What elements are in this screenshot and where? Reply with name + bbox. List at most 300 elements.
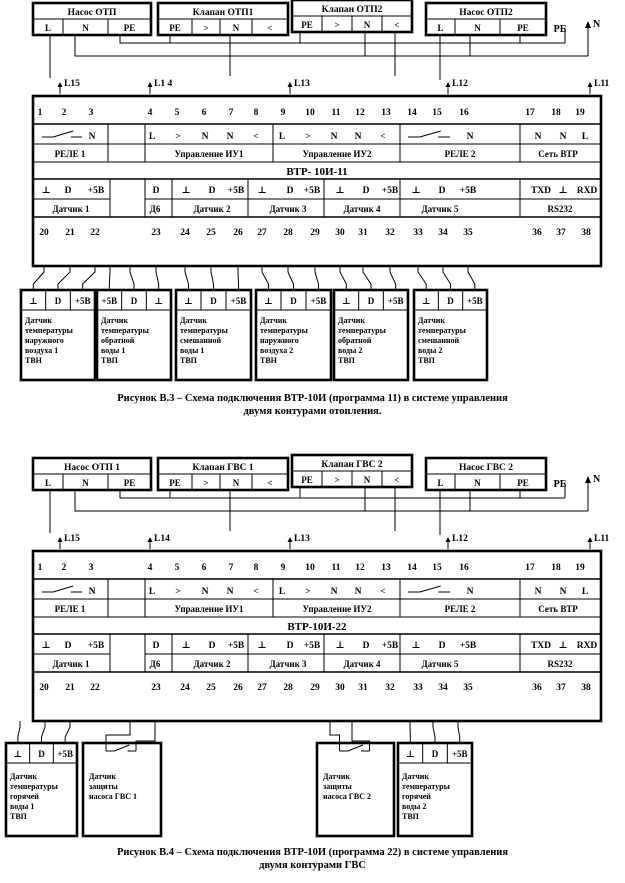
sensor-pin: D (286, 186, 294, 196)
line-label: L11 (594, 79, 610, 89)
terminal-function: L (581, 132, 589, 142)
device-terminal: PE (123, 478, 136, 488)
terminal-number: 10 (305, 108, 315, 118)
terminal-number-bottom: 34 (438, 683, 448, 693)
device-terminal: PE (517, 478, 529, 488)
sensor-group-2: Датчик 2 (193, 659, 231, 669)
sensor-pin-label: ⊥ (29, 296, 38, 306)
terminal-number-bottom: 33 (413, 683, 423, 693)
device-terminal: > (203, 478, 209, 488)
sensor-wire (330, 721, 340, 751)
sensor-description: горячей (10, 792, 39, 801)
figure-b3-caption (0, 392, 625, 418)
rs232-label: RS232 (547, 659, 573, 669)
line-label: L11 (594, 534, 610, 544)
device-terminal: PE (169, 23, 181, 33)
sensor-description: воздуха 2 (260, 346, 294, 355)
control-iu2-label: Управление ИУ2 (302, 604, 372, 614)
b4-sensor-1 (6, 721, 77, 836)
line-0-arrow-icon-head (58, 82, 63, 87)
sensor-wire (418, 266, 426, 290)
terminal-number-bottom: 22 (90, 228, 100, 238)
terminal-function: N (466, 587, 474, 597)
sensor-wire (33, 266, 44, 290)
sensor-description: ТВП (402, 812, 419, 821)
sensor-description: Датчик (101, 316, 128, 325)
sensor-group-3: Датчик 3 (269, 204, 307, 214)
device-terminal: N (232, 23, 240, 33)
relay-2-contact-icon (408, 586, 450, 592)
relay-1-label: РЕЛЕ 1 (54, 604, 86, 614)
terminal-function: L (148, 587, 156, 597)
sensor-pin: +5В (459, 641, 477, 651)
sensor-wire (185, 266, 189, 290)
sensor-description: воды 1 (101, 346, 126, 355)
b4-sensor-4 (398, 721, 472, 836)
sensor-pin: D (286, 641, 294, 651)
figure-b3-heating-circuits (21, 0, 610, 380)
device-terminal: N (363, 475, 371, 485)
figure-b4-caption-line-2: двумя контурами ГВС (259, 860, 366, 871)
terminal-number: 5 (174, 563, 180, 573)
sensor-pin: +5В (227, 186, 245, 196)
terminal-number: 18 (551, 563, 561, 573)
line-label: L14 (154, 534, 170, 544)
terminal-number: 7 (228, 108, 234, 118)
sensor-wire (156, 266, 159, 290)
device-name: Клапан ГВС 2 (321, 460, 383, 470)
contact-blade (420, 131, 441, 137)
terminal-number: 19 (575, 563, 585, 573)
figure-b4-hot-water-circuits (6, 455, 610, 836)
sensor-description: горячей (402, 792, 431, 801)
sensor-group-4: Датчик 4 (343, 659, 381, 669)
sensor-wire (109, 266, 110, 290)
sensor-wire (130, 266, 134, 290)
sensor-wire (136, 721, 155, 751)
sensor-pin: D (152, 186, 160, 196)
terminal-number-bottom: 25 (206, 228, 216, 238)
b4-device-4 (426, 458, 546, 490)
terminal-number-bottom: 24 (180, 683, 190, 693)
device-name: Насос ОТП2 (459, 8, 513, 18)
sensor-wire (262, 266, 269, 290)
terminal-number: 6 (201, 108, 207, 118)
contact-blade (420, 586, 441, 592)
line-4-arrow-icon-head (588, 82, 593, 87)
terminal-number-bottom: 36 (532, 228, 542, 238)
device-terminal: N (232, 478, 240, 488)
terminal-number: 13 (381, 108, 391, 118)
sensor-wire (315, 266, 319, 290)
sensor-pin-label: +5В (387, 296, 404, 306)
device-name: Клапан ОТП2 (321, 5, 383, 15)
sensor-description: воды 1 (180, 346, 205, 355)
terminal-number-bottom: 21 (65, 228, 75, 238)
sensor-pin-label: ⊥ (406, 749, 415, 759)
b3-device-3 (292, 0, 412, 32)
sensor-pin: D (208, 641, 216, 651)
sensor-pin: RXD (576, 186, 598, 196)
line-label: L1 4 (154, 79, 173, 89)
terminal-function: N (354, 132, 362, 142)
terminal-function: L (278, 587, 286, 597)
device-terminal: L (437, 478, 444, 488)
sensor-wire (352, 721, 370, 751)
line-label: L15 (64, 534, 80, 544)
terminal-number: 9 (280, 563, 286, 573)
terminal-number-bottom: 37 (556, 683, 566, 693)
device-name: Насос ОТП (67, 8, 117, 18)
sensor-pin: +5В (459, 186, 477, 196)
device-terminal: PE (301, 475, 313, 485)
sensor-pin: ⊥ (181, 186, 191, 196)
terminal-number: 11 (331, 563, 341, 573)
device-terminal: N (474, 478, 481, 488)
b3-sensor-5 (334, 266, 408, 380)
terminal-number: 3 (88, 108, 94, 118)
sensor-pin-label: D (290, 296, 297, 306)
b3-sensor-3 (176, 266, 251, 380)
n-supply-arrow-icon (585, 476, 591, 483)
terminal-number: 15 (432, 563, 442, 573)
sensor-description: ТВН (25, 356, 42, 365)
sensor-pin: ⊥ (335, 186, 345, 196)
terminal-number-bottom: 26 (233, 228, 243, 238)
terminal-function: > (305, 132, 311, 142)
sensor-wire (468, 266, 475, 290)
sensor-description: насоса ГВС 1 (89, 792, 138, 801)
contact-blade (348, 745, 363, 751)
supply-n-label: N (593, 19, 601, 30)
b3-sensor-4 (256, 266, 331, 380)
terminal-number-bottom: 36 (532, 683, 542, 693)
terminal-function: N (201, 132, 209, 142)
terminal-number-bottom: 23 (151, 683, 161, 693)
terminal-number-bottom: 30 (335, 228, 345, 238)
sensor-pin: +5В (303, 641, 321, 651)
device-terminal: L (44, 23, 52, 33)
controller-frame (33, 96, 601, 266)
terminal-number: 17 (525, 108, 535, 118)
sensor-pin: ⊥ (181, 641, 191, 651)
line-1-arrow-icon-head (148, 537, 153, 542)
terminal-function: L (278, 132, 286, 142)
sensor-description: воздуха 1 (25, 346, 59, 355)
device-terminal: < (267, 23, 273, 33)
device-terminal: < (394, 475, 400, 485)
terminal-number-bottom: 38 (581, 683, 591, 693)
sensor-pin: RXD (576, 641, 598, 651)
terminal-number-bottom: 32 (385, 228, 395, 238)
sensor-description: защиты (323, 782, 352, 791)
line-label: L13 (294, 534, 310, 544)
sensor-group-5: Датчик 5 (421, 204, 459, 214)
sensor-pin: ⊥ (558, 641, 568, 651)
sensor-pin-label: D (130, 296, 138, 306)
sensor-wire (42, 721, 46, 743)
terminal-number-bottom: 30 (335, 683, 345, 693)
terminal-function: < (253, 132, 259, 142)
b4-device-3 (292, 455, 412, 487)
device-terminal: PE (169, 478, 181, 488)
terminal-function: N (466, 132, 474, 142)
terminal-number: 18 (551, 108, 561, 118)
line-label: L12 (452, 534, 468, 544)
sensor-pin-label: D (431, 749, 439, 759)
sensor-pin-label: +5В (74, 296, 91, 306)
sensor-wire (58, 266, 70, 290)
device-terminal: < (267, 478, 273, 488)
sensor-description: Датчик (323, 772, 350, 781)
line-3-arrow-icon-head (446, 82, 451, 87)
device-terminal: > (334, 475, 340, 485)
contact-blade (53, 131, 73, 137)
protection-contact-icon (340, 745, 370, 751)
terminal-function: N (226, 132, 234, 142)
b3-sensor-2 (97, 266, 171, 380)
terminal-function: N (330, 587, 338, 597)
device-name: Клапан ГВС 1 (192, 463, 254, 473)
sensor-pin-label: D (447, 296, 454, 306)
device-terminal: N (82, 478, 89, 488)
sensor-pin: ⊥ (257, 641, 267, 651)
sensor-description: Датчик (338, 316, 365, 325)
terminal-number-bottom: 28 (283, 228, 293, 238)
sensor-pin-label: D (210, 296, 217, 306)
terminal-number-bottom: 29 (310, 683, 320, 693)
device-name: Насос ГВС 2 (458, 463, 514, 473)
b4-device-1 (33, 458, 151, 490)
sensor-pin-label: D (367, 296, 375, 306)
relay-2-label: РЕЛЕ 2 (444, 604, 476, 614)
terminal-number-bottom: 32 (385, 683, 395, 693)
sensor-pin: +5В (87, 186, 105, 196)
sensor-description: температуры (10, 782, 58, 791)
sensor-pin: ⊥ (411, 186, 421, 196)
terminal-number-bottom: 27 (257, 683, 267, 693)
line-label: L15 (64, 79, 80, 89)
sensor-description: ТВП (338, 356, 355, 365)
terminal-function: N (88, 132, 96, 142)
terminal-number-bottom: 20 (39, 228, 49, 238)
sensor-pin: ⊥ (41, 641, 51, 651)
sensor-group-1: Датчик 1 (52, 204, 90, 214)
sensor-description: Датчик (89, 772, 116, 781)
terminal-function: L (581, 587, 589, 597)
sensor-wire (363, 266, 371, 290)
sensor-pin-label: +5В (467, 296, 483, 306)
supply-pe-label: PE (553, 24, 567, 35)
terminal-number-bottom: 31 (358, 228, 368, 238)
terminal-number: 3 (88, 563, 94, 573)
terminal-function: N (559, 587, 567, 597)
terminal-function: N (534, 132, 542, 142)
sensor-pin: +5В (381, 186, 399, 196)
sensor-description: Датчик (10, 772, 37, 781)
b4-sensor-2 (83, 721, 161, 836)
terminal-function: > (305, 587, 311, 597)
contact-blade (114, 745, 129, 751)
contact-blade (53, 586, 73, 592)
sensor-description: Датчик (180, 316, 207, 325)
sensor-description: Датчик (402, 772, 429, 781)
control-iu1-label: Управление ИУ1 (174, 149, 244, 159)
line-2-arrow-icon-head (288, 82, 293, 87)
sensor-pin: +5В (381, 641, 399, 651)
sensor-pin-label: ⊥ (154, 296, 163, 306)
terminal-number-bottom: 31 (358, 683, 368, 693)
terminal-function: > (175, 132, 181, 142)
sensor-pin-label: ⊥ (184, 296, 193, 306)
sensor-wire (238, 266, 239, 290)
b3-sensor-1 (21, 266, 95, 380)
sensor-pin: D (362, 641, 370, 651)
terminal-number: 7 (228, 563, 234, 573)
sensor-wire (443, 266, 451, 290)
terminal-number-bottom: 24 (180, 228, 190, 238)
device-terminal: L (44, 478, 52, 488)
sensor-group-5: Датчик 5 (421, 659, 459, 669)
sensor-pin: D (64, 641, 72, 651)
line-0-arrow-icon-head (58, 537, 63, 542)
line-2-arrow-icon-head (288, 537, 293, 542)
sensor-pin-label: +5В (310, 296, 327, 306)
device-terminal: N (363, 20, 371, 30)
sensor-pin: ⊥ (411, 641, 421, 651)
device-terminal: L (437, 23, 444, 33)
terminal-number: 12 (355, 108, 365, 118)
line-4-arrow-icon-head (588, 537, 593, 542)
device-terminal: N (82, 23, 89, 33)
sensor-description: наружного (260, 336, 299, 345)
sensor-description: воды 2 (418, 346, 443, 355)
control-iu2-label: Управление ИУ2 (302, 149, 372, 159)
sensor-pin-label: ⊥ (421, 296, 431, 306)
terminal-number-bottom: 34 (438, 228, 448, 238)
sensor-pin-label: ⊥ (342, 296, 351, 306)
terminal-function: N (88, 587, 96, 597)
sensor-description: температуры (25, 326, 73, 335)
rs232-label: RS232 (547, 204, 573, 214)
relay-2-contact-icon (408, 131, 450, 137)
controller-frame (33, 551, 601, 721)
network-vtr-label: Сеть ВТР (538, 149, 578, 159)
sensor-description: воды 1 (10, 802, 35, 811)
sensor-pin: D (152, 641, 160, 651)
terminal-function: N (534, 587, 542, 597)
device-terminal: < (394, 20, 400, 30)
b3-device-2 (158, 3, 288, 35)
sensor-description: обратной (101, 336, 135, 345)
terminal-number-bottom: 38 (581, 228, 591, 238)
terminal-number: 8 (253, 108, 259, 118)
sensor-pin: TXD (530, 641, 552, 651)
sensor-pin: D (64, 186, 72, 196)
device-model-title: ВТР-10И-22 (287, 621, 347, 633)
device-terminal: PE (123, 23, 136, 33)
sensor-pin: ⊥ (41, 186, 51, 196)
sensor-group-d6: Д6 (149, 204, 161, 214)
control-iu1-label: Управление ИУ1 (174, 604, 244, 614)
terminal-number-bottom: 23 (151, 228, 161, 238)
sensor-description: температуры (101, 326, 149, 335)
sensor-description: Датчик (25, 316, 52, 325)
b3-sensor-6 (414, 266, 487, 380)
terminal-number: 1 (37, 563, 43, 573)
sensor-description: температуры (338, 326, 386, 335)
sensor-description: температуры (418, 326, 466, 335)
sensor-pin: +5В (227, 641, 245, 651)
relay-1-contact-icon (42, 586, 82, 592)
terminal-number-bottom: 21 (65, 683, 75, 693)
sensor-pin-label: +5В (451, 749, 468, 759)
figure-b4-caption-line-1: Рисунок В.4 – Схема подключения ВТР-10И (программа 22) в системе управления (116, 847, 509, 858)
terminal-function: > (175, 587, 181, 597)
sensor-pin: +5В (87, 641, 105, 651)
b3-device-4 (426, 3, 546, 35)
terminal-function: < (380, 132, 386, 142)
terminal-function: N (330, 132, 338, 142)
sensor-description: Датчик (418, 316, 445, 325)
sensor-pin-label: D (38, 749, 45, 759)
terminal-number: 12 (355, 563, 365, 573)
n-bus-wire (75, 35, 588, 56)
sensor-description: температуры (402, 782, 450, 791)
sensor-group-1: Датчик 1 (52, 659, 90, 669)
sensor-wire (340, 266, 346, 290)
terminal-number-bottom: 22 (90, 683, 100, 693)
sensor-description: воды 2 (338, 346, 363, 355)
line-label: L12 (452, 79, 468, 89)
sensor-pin-label: ⊥ (13, 749, 23, 759)
sensor-pin-label: D (54, 296, 62, 306)
terminal-number-bottom: 27 (257, 228, 267, 238)
sensor-description: температуры (180, 326, 228, 335)
sensor-pin-label: +5В (57, 749, 73, 759)
sensor-pin: D (438, 641, 446, 651)
sensor-wire (390, 266, 396, 290)
sensor-description: ТВП (10, 812, 27, 821)
supply-pe-label: PE (553, 479, 567, 490)
n-bus-wire (75, 490, 588, 511)
sensor-pin-label: +5В (101, 296, 118, 306)
sensor-wire (83, 266, 95, 290)
terminal-number: 19 (575, 108, 585, 118)
line-1-arrow-icon-head (148, 82, 153, 87)
terminal-function: N (201, 587, 209, 597)
line-3-arrow-icon-head (446, 537, 451, 542)
terminal-number-bottom: 20 (39, 683, 49, 693)
terminal-number-bottom: 25 (206, 683, 216, 693)
b3-controller-block (33, 96, 601, 266)
sensor-description: температуры (260, 326, 308, 335)
sensor-description: воды 2 (402, 802, 427, 811)
terminal-number-bottom: 26 (233, 683, 243, 693)
terminal-function: < (380, 587, 386, 597)
device-terminal: N (474, 23, 481, 33)
protection-contact-icon (106, 745, 136, 751)
sensor-wire (458, 721, 460, 743)
b3-device-1 (33, 3, 151, 35)
sensor-description: ТВП (180, 356, 197, 365)
n-supply-arrow-icon (585, 21, 591, 28)
terminal-number: 8 (253, 563, 259, 573)
sensor-pin: ⊥ (257, 186, 267, 196)
sensor-description: обратной (338, 336, 372, 345)
terminal-number: 6 (201, 563, 207, 573)
terminal-number: 17 (525, 563, 535, 573)
